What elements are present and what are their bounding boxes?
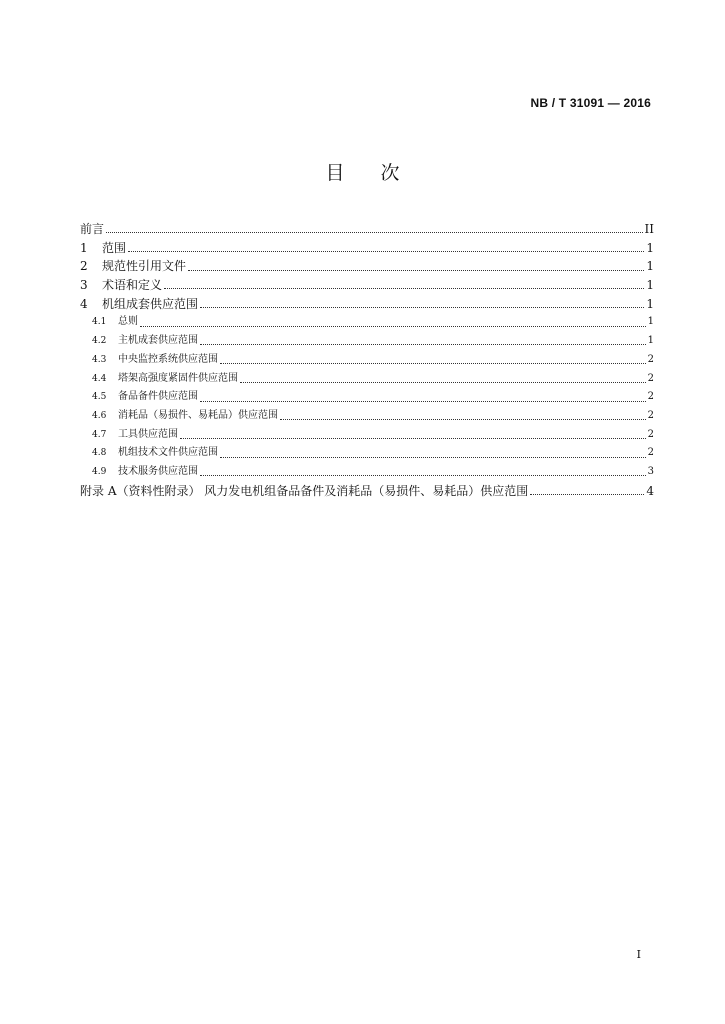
- toc-entry-4[interactable]: [80, 295, 654, 314]
- toc-entry-number: 3: [80, 278, 88, 293]
- toc-entry-label: 技术服务供应范围: [118, 465, 198, 477]
- toc-leader-dots: [200, 306, 644, 308]
- toc-entry-4-1[interactable]: [80, 313, 654, 332]
- toc-leader-dots: [200, 343, 646, 345]
- toc-entry-2[interactable]: [80, 257, 654, 276]
- toc-entry-number: 4.2: [92, 336, 107, 347]
- toc-entry-label: 机组技术文件供应范围: [118, 447, 218, 459]
- standard-number: NB / T 31091 — 2016: [530, 96, 651, 110]
- toc-entry-page: 1: [646, 259, 654, 274]
- toc-entry-number: 4.5: [92, 392, 107, 403]
- toc-entry-page: 2: [647, 353, 654, 365]
- toc-entry-page: 2: [647, 428, 654, 440]
- toc-entry-4-4[interactable]: [80, 370, 654, 389]
- toc-entry-number: 4.4: [92, 373, 107, 384]
- toc-entry-label: 总则: [118, 316, 138, 328]
- toc-entry-label: 范围: [102, 240, 127, 255]
- toc-entry-4-6[interactable]: [80, 407, 654, 426]
- toc-entry-foreword[interactable]: [80, 220, 654, 239]
- toc-entry-number: 4.9: [92, 466, 107, 477]
- toc-entry-label: 术语和定义: [102, 278, 163, 293]
- toc-entry-number: 4: [80, 296, 88, 311]
- toc-entry-page: 1: [647, 335, 654, 347]
- toc-entry-number: 4.7: [92, 429, 107, 440]
- toc-entry-label: 前言: [80, 222, 105, 236]
- toc-entry-page: 1: [646, 240, 654, 255]
- toc-entry-label: 塔架高强度紧固件供应范围: [118, 372, 238, 384]
- toc-entry-label: 机组成套供应范围: [102, 296, 199, 311]
- toc-leader-dots: [530, 493, 644, 495]
- toc-leader-dots: [200, 400, 646, 402]
- toc-leader-dots: [220, 362, 646, 364]
- toc-leader-dots: [128, 250, 644, 252]
- toc-entry-page: 3: [647, 465, 654, 477]
- toc-entry-label: 附录 A（资料性附录） 风力发电机组备品备件及消耗品（易损件、易耗品）供应范围: [80, 483, 529, 498]
- toc-entry-label: 主机成套供应范围: [118, 335, 198, 347]
- toc-entry-4-5[interactable]: [80, 388, 654, 407]
- toc-entry-label: 工具供应范围: [118, 428, 178, 440]
- toc-entry-4-9[interactable]: [80, 463, 654, 482]
- toc-entry-page: 1: [647, 316, 654, 328]
- toc-entry-number: 4.1: [92, 317, 107, 328]
- toc-leader-dots: [200, 474, 646, 476]
- toc-entry-label: 消耗品（易损件、易耗品）供应范围: [118, 409, 278, 421]
- toc-entry-number: 4.8: [92, 448, 107, 459]
- toc-entry-page: 2: [647, 372, 654, 384]
- toc-leader-dots: [180, 437, 646, 439]
- page-number: I: [636, 948, 641, 961]
- toc-entry-4-8[interactable]: [80, 444, 654, 463]
- toc-entry-number: 2: [80, 259, 88, 274]
- toc-entry-page: 1: [646, 278, 654, 293]
- toc-entry-4-3[interactable]: [80, 351, 654, 370]
- toc-entry-number: 1: [80, 240, 88, 255]
- toc-leader-dots: [220, 456, 646, 458]
- toc-entry-number: 4.3: [92, 354, 107, 365]
- toc-leader-dots: [280, 418, 646, 420]
- toc-entry-page: 2: [647, 447, 654, 459]
- toc-entry-page: 2: [647, 409, 654, 421]
- toc-leader-dots: [164, 287, 644, 289]
- toc-entry-page: 4: [646, 483, 654, 498]
- toc-entry-number: 4.6: [92, 410, 107, 421]
- toc-entry-appendix-a[interactable]: [80, 482, 654, 501]
- toc-entry-label: 中央监控系统供应范围: [118, 353, 218, 365]
- page-title: [0, 158, 725, 185]
- toc-leader-dots: [140, 325, 646, 327]
- title-char-2: 次: [380, 162, 400, 184]
- title-char-1: 目: [325, 162, 345, 184]
- toc-leader-dots: [240, 381, 646, 383]
- table-of-contents: [80, 220, 654, 500]
- toc-leader-dots: [106, 231, 643, 233]
- toc-entry-4-2[interactable]: [80, 332, 654, 351]
- toc-leader-dots: [188, 269, 644, 271]
- toc-entry-page: 1: [646, 296, 654, 311]
- toc-entry-3[interactable]: [80, 276, 654, 295]
- toc-entry-page: 2: [647, 391, 654, 403]
- toc-entry-4-7[interactable]: [80, 426, 654, 445]
- toc-entry-1[interactable]: [80, 239, 654, 258]
- toc-entry-label: 备品备件供应范围: [118, 391, 198, 403]
- toc-entry-page: II: [644, 222, 654, 236]
- toc-entry-label: 规范性引用文件: [102, 259, 187, 274]
